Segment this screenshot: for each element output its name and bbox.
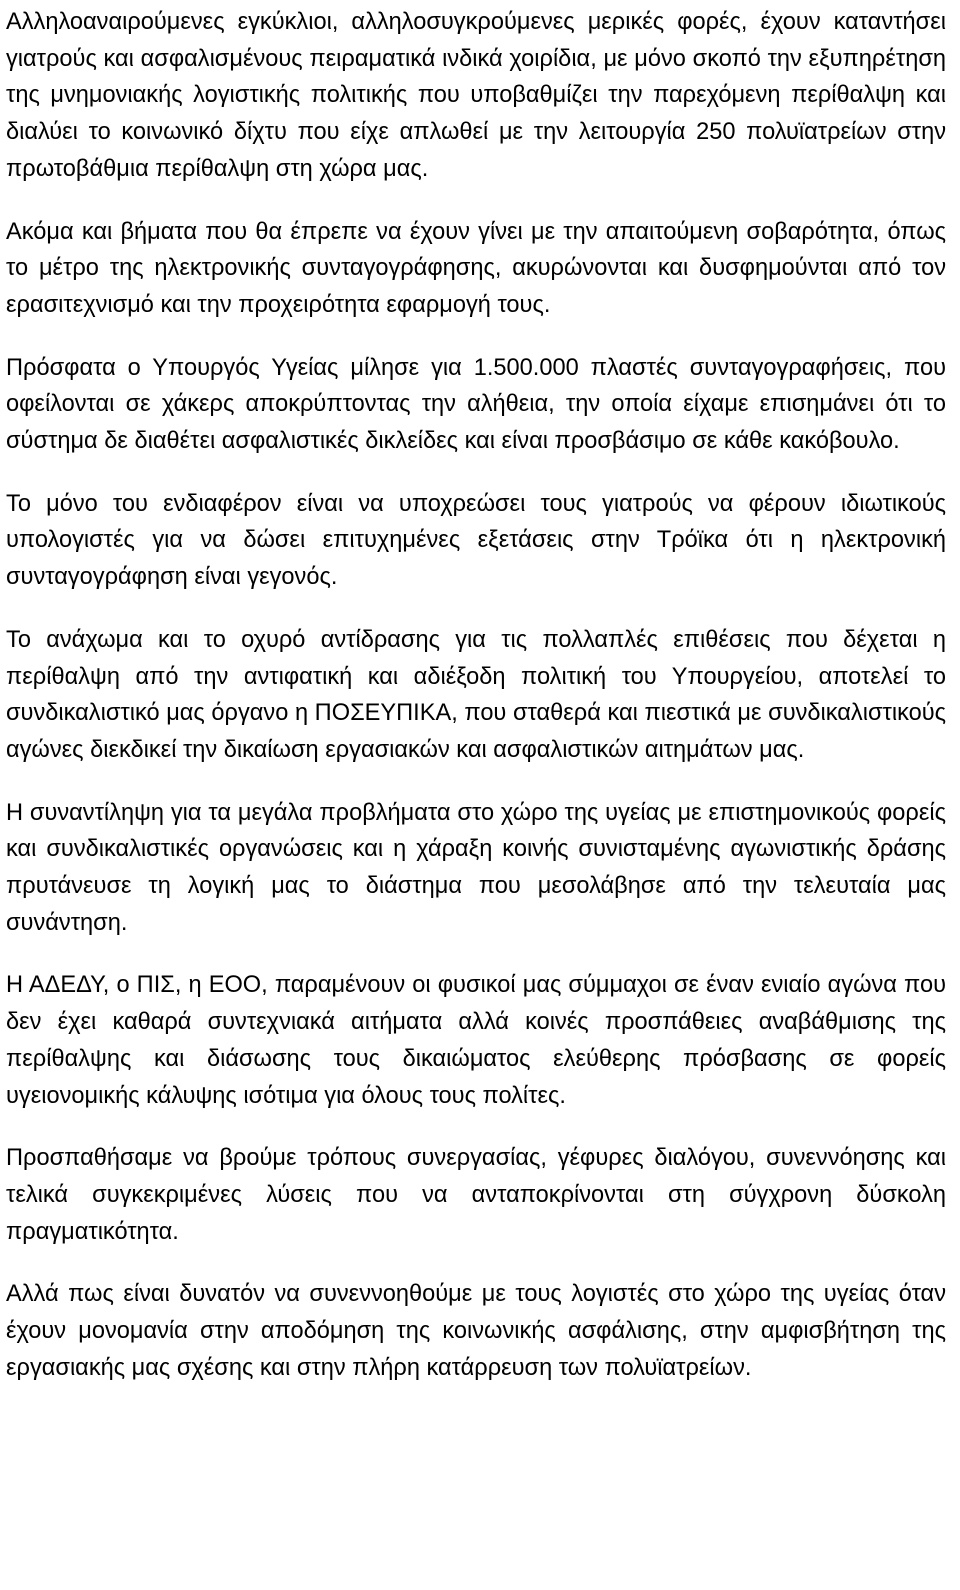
paragraph-2: Ακόμα και βήματα που θα έπρεπε να έχουν γίνει με την απαιτούμενη σοβαρότητα, όπως το μέτρο της ηλεκτρονικής συνταγογράφησης, ακυρώνονται και δυσφημούνται από τον ερασιτεχνισμό και την προχειρότητα εφαρμογή τους. — [6, 218, 946, 318]
paragraph-4: Το μόνο του ενδιαφέρον είναι να υποχρεώσει τους γιατρούς να φέρουν ιδιωτικούς υπολογιστές για να δώσει επιτυχημένες εξετάσεις στην Τρόϊκα ότι η ηλεκτρονική συνταγογράφηση είναι γεγονός. — [6, 490, 946, 591]
paragraph-3: Πρόσφατα ο Υπουργός Υγείας μίλησε για 1.500.000 πλαστές συνταγογραφήσεις, που οφείλονται σε χάκερς αποκρύπτοντας την αλήθεια, την οποία είχαμε επισημάνει ότι το σύστημα δε διαθέτει ασφαλιστικές δικλείδες και είναι προσβάσιμο σε κάθε κακόβουλο. — [6, 354, 946, 455]
paragraph-6: Η συναντίληψη για τα μεγάλα προβλήματα στο χώρο της υγείας με επιστημονικούς φορείς και συνδικαλιστικές οργανώσεις και η χάραξη κοινής συνισταμένης αγωνιστικής δράσης πρυτάνευσε τη λογική μας το διάστημα που μεσολάβησε από την τελευταία μας συνάντηση. — [6, 799, 946, 936]
paragraph-1: Αλληλοαναιρούμενες εγκύκλιοι, αλληλοσυγκρούμενες μερικές φορές, έχουν καταντήσει γιατρούς και ασφαλισμένους πειραματικά ινδικά χοιρίδια, με μόνο σκοπό την εξυπηρέτηση της μνημονιακής λογιστικής πολιτικής που υποβαθμίζει την παρεχόμενη περίθαλψη και διαλύει το κοινωνικό δίχτυ που είχε απλωθεί με την λειτουργία 250 πολυϊατρείων στην πρωτοβάθμια περίθαλψη στη χώρα μας. — [6, 9, 946, 182]
paragraph-7: Η ΑΔΕΔΥ, ο ΠΙΣ, η ΕΟΟ, παραμένουν οι φυσικοί μας σύμμαχοι σε έναν ενιαίο αγώνα που δεν έχει καθαρά συντεχνιακά αιτήματα αλλά κοινές προσπάθειες αναβάθμισης της περίθαλψης και διάσωσης τους δικαιώματος ελεύθερης πρόσβασης σε φορείς υγειονομικής κάλυψης ισότιμα για όλους τους πολίτες. — [6, 972, 946, 1109]
paragraph-5: Το ανάχωμα και το οχυρό αντίδρασης για τις πολλαπλές επιθέσεις που δέχεται η περίθαλψη από την αντιφατική και αδιέξοδη πολιτική του Υπουργείου, αποτελεί το συνδικαλιστικό μας όργανο η ΠΟΣΕΥΠΙΚΑ, που σταθερά και πιεστικά με συνδικαλιστικούς αγώνες διεκδικεί την δικαίωση εργασιακών και ασφαλιστικών αιτημάτων μας. — [6, 626, 946, 763]
paragraph-8: Προσπαθήσαμε να βρούμε τρόπους συνεργασίας, γέφυρες διαλόγου, συνεννόησης και τελικά συγκεκριμένες λύσεις που να ανταποκρίνονται στη σύγχρονη δύσκολη πραγματικότητα. — [6, 1145, 946, 1245]
paragraph-9: Αλλά πως είναι δυνατόν να συνεννοηθούμε με τους λογιστές στο χώρο της υγείας όταν έχουν μονομανία στην αποδόμηση της κοινωνικής ασφάλισης, στην αμφισβήτηση της εργασιακής μας σχέσης και στην πλήρη κατάρρευση των πολυϊατρείων. — [6, 1281, 946, 1381]
